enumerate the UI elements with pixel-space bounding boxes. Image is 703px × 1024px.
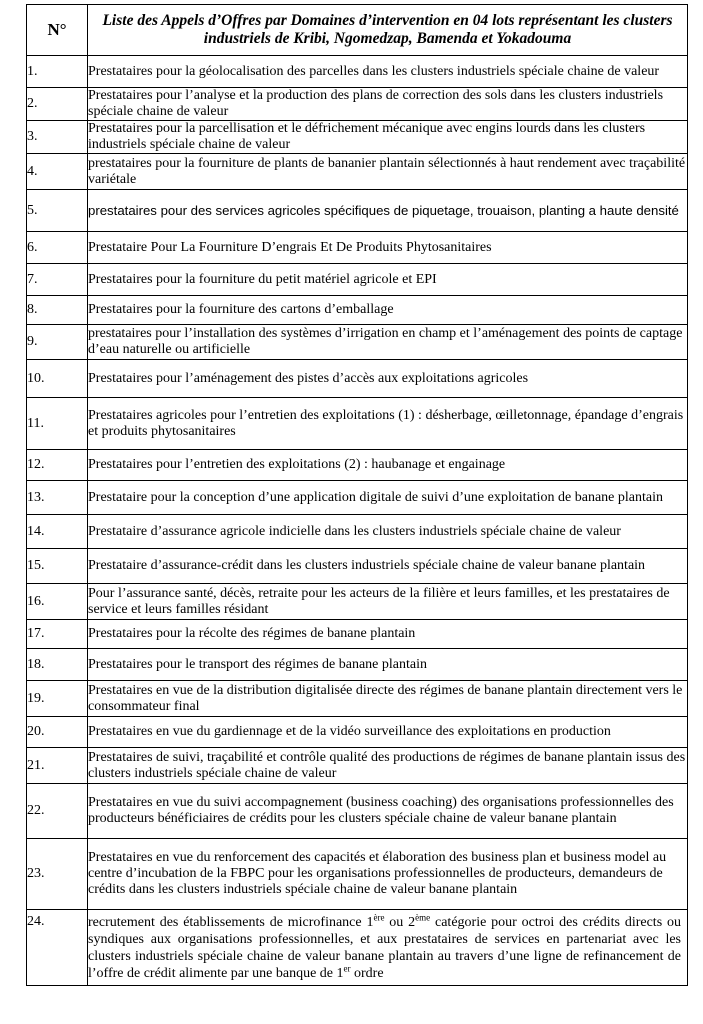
table-title: Liste des Appels d’Offres par Domaines d’intervention en 04 lots représentant les clusters industriels de Kribi, Ngomedzap, Bamenda et Yokadouma [88, 5, 688, 56]
table-row [27, 584, 688, 620]
row-text: prestataires pour la fourniture de plants de bananier plantain sélectionnés à haut rendement avec traçabilité variétale [88, 154, 688, 190]
table-row [27, 450, 688, 481]
table-row [27, 360, 688, 398]
row-text-part: ordre [350, 965, 384, 981]
table-row [27, 681, 688, 717]
row-text: prestataires pour l’installation des systèmes d’irrigation en champ et l’aménagement des points de captage d’eau naturelle ou artificielle [88, 325, 688, 360]
row-number: 21. [27, 748, 88, 784]
row-text-part: recrutement des établissements de microfinance 1 [88, 914, 374, 930]
row-text: Prestataires pour l’analyse et la production des plans de correction des sols dans les clusters industriels spéciale chaine de valeur [88, 88, 688, 121]
row-text-part: catégorie pour octroi des crédits directs ou syndiques aux organisations professionnelles, et aux prestataires de services en partenariat avec les clusters industriels spéciale chaine de valeur banane plantain au travers d’une ligne de refinancement de l’offre de crédit alimente par une banque de 1 [88, 914, 681, 981]
row-number: 6. [27, 232, 88, 264]
row-text: Prestataire pour la conception d’une application digitale de suivi d’une exploitation de banane plantain [88, 481, 688, 515]
table-row [27, 649, 688, 681]
row-number: 18. [27, 649, 88, 681]
row-number: 23. [27, 839, 88, 910]
row-text: Prestataires pour la géolocalisation des parcelles dans les clusters industriels spéciale chaine de valeur [88, 56, 688, 88]
tenders-table [26, 4, 688, 986]
row-number: 9. [27, 325, 88, 360]
table-row [27, 88, 688, 121]
row-text-part: ou 2 [384, 914, 416, 930]
row-text: Prestataires en vue du gardiennage et de la vidéo surveillance des exploitations en production [88, 717, 688, 748]
row-number: 16. [27, 584, 88, 620]
superscript: ère [373, 911, 385, 922]
table-row [27, 549, 688, 584]
table-row [27, 121, 688, 154]
table-row [27, 232, 688, 264]
row-text: Prestataire d’assurance-crédit dans les clusters industriels spéciale chaine de valeur banane plantain [88, 549, 688, 584]
table-row [27, 839, 688, 910]
table-row [27, 748, 688, 784]
superscript: er [343, 962, 351, 973]
row-number: 5. [27, 190, 88, 232]
row-text: Prestataires en vue du renforcement des capacités et élaboration des business plan et business model au centre d’incubation de la FBPC pour les organisations professionnelles de producteurs, demandeurs de crédits dans les clusters industriels spéciale chaine de valeur banane plantain [88, 839, 688, 910]
row-number: 24. [27, 910, 88, 986]
row-text: Prestataires en vue du suivi accompagnement (business coaching) des organisations professionnelles des producteurs bénéficiaires de crédits pour les clusters spéciale chaine de valeur banane plantain [88, 784, 688, 839]
row-number: 20. [27, 717, 88, 748]
header-row [27, 5, 688, 56]
row-text: Prestataires en vue de la distribution digitalisée directe des régimes de banane plantain directement vers le consommateur final [88, 681, 688, 717]
row-number: 1. [27, 56, 88, 88]
row-text: Prestataires pour la fourniture des cartons d’emballage [88, 296, 688, 325]
table-row [27, 325, 688, 360]
row-text: Prestataire d’assurance agricole indicielle dans les clusters industriels spéciale chaine de valeur [88, 515, 688, 549]
row-number: 7. [27, 264, 88, 296]
row-number: 17. [27, 620, 88, 649]
row-number: 4. [27, 154, 88, 190]
number-column-header: N° [27, 5, 88, 56]
row-number: 3. [27, 121, 88, 154]
row-text: Prestataires agricoles pour l’entretien des exploitations (1) : désherbage, œilletonnage, épandage d’engrais et produits phytosanitaires [88, 398, 688, 450]
row-number: 22. [27, 784, 88, 839]
table-row [27, 154, 688, 190]
row-number: 10. [27, 360, 88, 398]
row-text: Prestataires pour la fourniture du petit matériel agricole et EPI [88, 264, 688, 296]
row-text: Prestataires pour le transport des régimes de banane plantain [88, 649, 688, 681]
table-row [27, 784, 688, 839]
row-number: 19. [27, 681, 88, 717]
table-row [27, 717, 688, 748]
row-text [88, 910, 688, 986]
table-row [27, 910, 688, 986]
row-text: Prestataires de suivi, traçabilité et contrôle qualité des productions de régimes de banane plantain issus des clusters industriels spéciale chaine de valeur [88, 748, 688, 784]
row-number: 11. [27, 398, 88, 450]
table-row [27, 190, 688, 232]
table-row [27, 398, 688, 450]
row-text: Prestataires pour l’aménagement des pistes d’accès aux exploitations agricoles [88, 360, 688, 398]
row-text: Prestataires pour la récolte des régimes de banane plantain [88, 620, 688, 649]
superscript: ème [415, 911, 431, 922]
row-number: 12. [27, 450, 88, 481]
row-number: 2. [27, 88, 88, 121]
row-text: Prestataires pour la parcellisation et le défrichement mécanique avec engins lourds dans les clusters industriels spéciale chaine de valeur [88, 121, 688, 154]
row-text: Prestataire Pour La Fourniture D’engrais Et De Produits Phytosanitaires [88, 232, 688, 264]
table-row [27, 264, 688, 296]
table-row [27, 56, 688, 88]
row-text: Pour l’assurance santé, décès, retraite pour les acteurs de la filière et leurs familles, et les prestataires de service et leurs familles résidant [88, 584, 688, 620]
row-number: 8. [27, 296, 88, 325]
row-number: 15. [27, 549, 88, 584]
row-number: 14. [27, 515, 88, 549]
row-number: 13. [27, 481, 88, 515]
table-row [27, 296, 688, 325]
row-text: Prestataires pour l’entretien des exploitations (2) : haubanage et engainage [88, 450, 688, 481]
row-text: prestataires pour des services agricoles spécifiques de piquetage, trouaison, planting a haute densité [88, 190, 688, 232]
table-row [27, 620, 688, 649]
table-row [27, 481, 688, 515]
table-row [27, 515, 688, 549]
